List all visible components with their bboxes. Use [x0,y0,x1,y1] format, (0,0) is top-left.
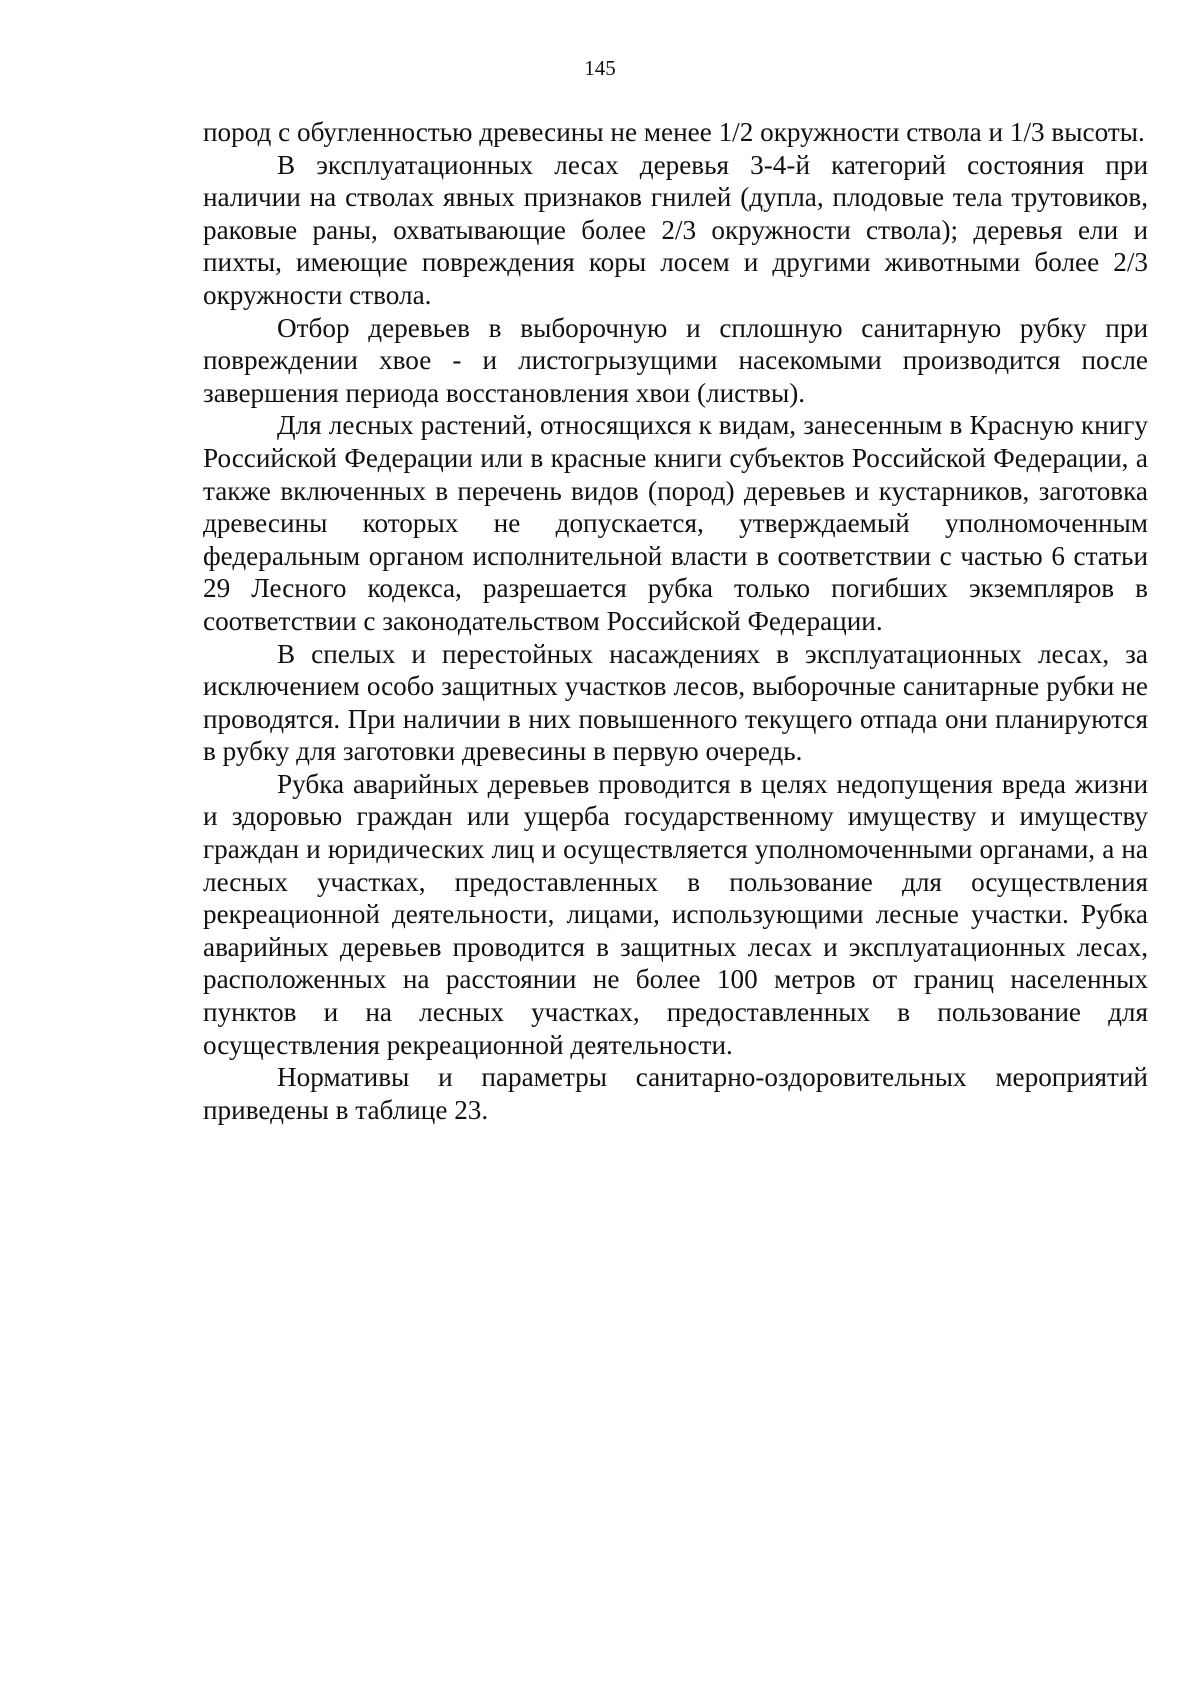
paragraph-continuation: пород с обугленностью древесины не менее 1/2 окружности ствола и 1/3 высоты. [203,117,1145,147]
paragraph-red-book-plants: Для лесных растений, относящихся к видам, занесенным в Красную книгу Российской Федерации или в красные книги субъектов Российской Федерации, а также включенных в перечень видов (пород) деревьев и кустарников, заготовка древесины которых не допускается, утверждаемый уполномоченным федеральным органом исполнительной власти в соответствии с частью 6 статьи 29 Лесного кодекса, разрешается рубка только погибших экземпляров в соответствии с законодательством Российской Федерации. [203,410,1148,636]
paragraph-tree-selection: Отбор деревьев в выборочную и сплошную санитарную рубку при повреждении хвое - и листогрызущими насекомыми производится после завершения периода восстановления хвои (листвы). [203,312,1148,408]
body-text [203,116,1148,1126]
page-number: 145 [584,56,616,80]
paragraph-hazard-trees: Рубка аварийных деревьев проводится в целях недопущения вреда жизни и здоровью граждан или ущерба государственному имуществу и имуществу граждан и юридических лиц и осуществляется уполномоченными органами, а на лесных участках, предоставленных в пользование для осуществления рекреационной деятельности, лицами, использующими лесные участки. Рубка аварийных деревьев проводится в защитных лесах и эксплуатационных лесах, расположенных на расстоянии не более 100 метров от границ населенных пунктов и на лесных участках, предоставленных в пользование для осуществления рекреационной деятельности. [203,768,1148,1060]
paragraph-table-reference: Нормативы и параметры санитарно-оздоровительных мероприятий приведены в таблице 23. [203,1062,1148,1125]
paragraph-exploitation-forests: В эксплуатационных лесах деревья 3-4-й категорий состояния при наличии на стволах явных признаков гнилей (дупла, плодовые тела трутовиков, раковые раны, охватывающие более 2/3 окружности ствола); деревья ели и пихты, имеющие повреждения коры лосем и другими животными более 2/3 окружности ствола. [203,149,1148,310]
paragraph-mature-stands: В спелых и перестойных насаждениях в эксплуатационных лесах, за исключением особо защитных участков лесов, выборочные санитарные рубки не проводятся. При наличии в них повышенного текущего отпада они планируются в рубку для заготовки древесины в первую очередь. [203,638,1148,767]
